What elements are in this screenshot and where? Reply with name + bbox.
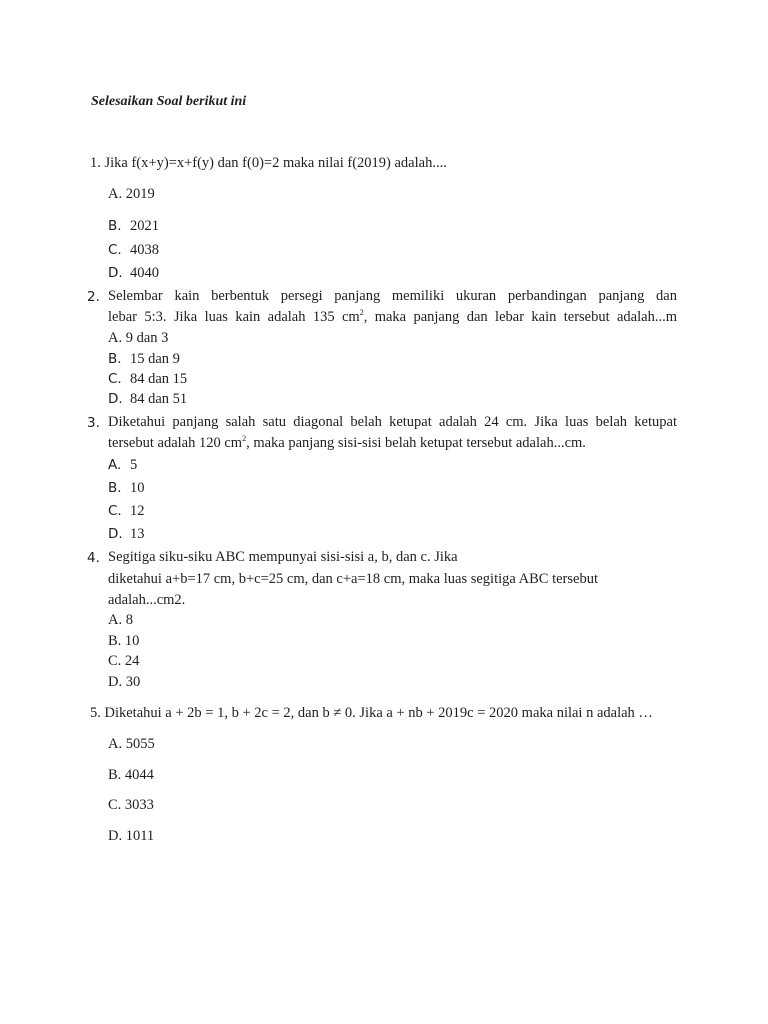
- question-4-option-a: A. 8: [108, 612, 133, 628]
- option-label: B.: [108, 218, 122, 234]
- option-label: C.: [108, 371, 122, 387]
- question-1-option-b: [108, 218, 159, 235]
- option-value: 15 dan 9: [130, 351, 180, 367]
- option-label: D.: [108, 391, 123, 407]
- question-4-line-1: Segitiga siku-siku ABC mempunyai sisi-sisi a, b, dan c. Jika: [108, 549, 458, 565]
- option-value: 4038: [130, 242, 159, 258]
- question-3-line-2-end: , maka panjang sisi-sisi belah ketupat tersebut adalah...cm.: [246, 435, 586, 451]
- option-label: C.: [108, 242, 122, 258]
- superscript: 2: [359, 308, 364, 317]
- question-2-line-2-start: lebar 5:3. Jika luas kain adalah 135 cm: [108, 309, 360, 325]
- question-4-number: 4.: [87, 550, 100, 566]
- option-value: 2021: [130, 218, 159, 234]
- option-label: B.: [108, 480, 122, 496]
- option-label: C.: [108, 503, 122, 519]
- question-3-option-b: [108, 480, 145, 497]
- question-1-option-a: A. 2019: [108, 186, 155, 202]
- question-3-number: 3.: [87, 415, 100, 431]
- question-5-option-a: A. 5055: [108, 736, 155, 752]
- option-value: 12: [130, 503, 145, 519]
- question-2-option-c: [108, 371, 187, 388]
- superscript: 2: [242, 434, 247, 443]
- question-3-line-2: [108, 435, 586, 452]
- option-label: B.: [108, 351, 122, 367]
- question-3-option-c: [108, 503, 145, 520]
- question-3-line-2-start: tersebut adalah 120 cm: [108, 435, 243, 451]
- option-label: D.: [108, 265, 123, 281]
- option-value: 84 dan 15: [130, 371, 188, 387]
- question-4-option-d: D. 30: [108, 674, 141, 690]
- question-2-number: 2.: [87, 289, 100, 305]
- question-3-option-a: [108, 457, 137, 474]
- question-2-option-a: A. 9 dan 3: [108, 330, 169, 346]
- question-4-option-b: B. 10: [108, 633, 140, 649]
- option-label: A.: [108, 457, 122, 473]
- question-3-line-1: Diketahui panjang salah satu diagonal belah ketupat adalah 24 cm. Jika luas belah ketupat: [108, 414, 677, 430]
- question-2-line-2-end: , maka panjang dan lebar kain tersebut adalah...m: [363, 309, 677, 325]
- option-value: 84 dan 51: [130, 391, 188, 407]
- option-value: 13: [130, 526, 145, 542]
- question-2-option-d: [108, 391, 187, 408]
- question-3-option-d: [108, 526, 145, 543]
- page-title: Selesaikan Soal berikut ini: [91, 94, 247, 109]
- option-value: 10: [130, 480, 145, 496]
- question-5-option-b: B. 4044: [108, 767, 154, 783]
- option-value: 5: [130, 457, 138, 473]
- question-2-line-1: Selembar kain berbentuk persegi panjang memiliki ukuran perbandingan panjang dan: [108, 288, 677, 304]
- question-5-option-d: D. 1011: [108, 828, 155, 844]
- question-4-option-c: C. 24: [108, 653, 140, 669]
- question-4-line-2: diketahui a+b=17 cm, b+c=25 cm, dan c+a=18 cm, maka luas segitiga ABC tersebut: [108, 571, 598, 587]
- question-1-option-d: [108, 265, 159, 282]
- question-1-option-c: [108, 242, 159, 259]
- question-2-line-2: [108, 307, 677, 328]
- question-1-text: 1. Jika f(x+y)=x+f(y) dan f(0)=2 maka nilai f(2019) adalah....: [90, 155, 447, 171]
- question-2-option-b: [108, 351, 180, 368]
- option-value: 4040: [130, 265, 159, 281]
- question-5-text: 5. Diketahui a + 2b = 1, b + 2c = 2, dan b ≠ 0. Jika a + nb + 2019c = 2020 maka nilai n adalah …: [90, 705, 653, 721]
- option-label: D.: [108, 526, 123, 542]
- question-5-option-c: C. 3033: [108, 797, 154, 813]
- question-4-line-3: adalah...cm2.: [108, 592, 186, 608]
